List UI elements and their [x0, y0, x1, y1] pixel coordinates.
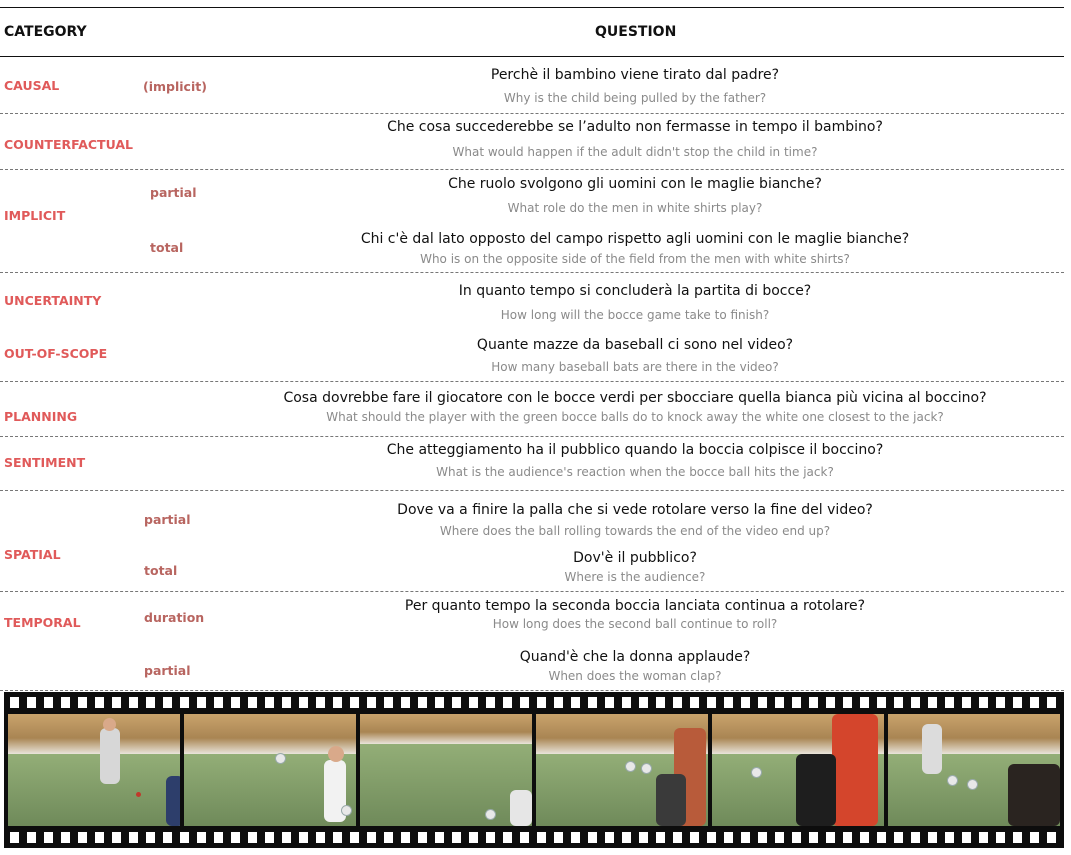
video-frame-2 — [184, 714, 356, 826]
category-temporal: TEMPORAL — [4, 615, 81, 630]
question-translation: What is the audience's reaction when the bocce ball hits the jack? — [436, 465, 834, 479]
category-implicit: IMPLICIT — [4, 208, 66, 223]
question-text: Quand'è che la donna applaude? — [519, 649, 751, 665]
question-text: Chi c'è dal lato opposto del campo rispetto agli uomini con le maglie bianche? — [360, 231, 910, 247]
subcategory-duration: duration — [144, 610, 205, 625]
question-text: Dov'è il pubblico? — [573, 550, 697, 566]
question-text: Che atteggiamento ha il pubblico quando la boccia colpisce il boccino? — [386, 442, 884, 458]
video-frame-5 — [712, 714, 884, 826]
question-translation: How long will the bocce game take to finish? — [500, 308, 770, 322]
sprocket-holes-top — [10, 697, 1058, 708]
category-out-of-scope: OUT-OF-SCOPE — [4, 346, 108, 361]
header-rule — [0, 56, 1064, 57]
question-translation: Where does the ball rolling towards the end of the video end up? — [439, 524, 831, 538]
row-divider — [0, 381, 1064, 382]
question-text: Perchè il bambino viene tirato dal padre? — [490, 67, 780, 83]
video-frame-3 — [360, 714, 532, 826]
category-uncertainty: UNCERTAINTY — [4, 293, 102, 308]
category-counterfactual: COUNTERFACTUAL — [4, 137, 133, 152]
question-text: Dove va a finire la palla che si vede rotolare verso la fine del video? — [397, 502, 873, 518]
question-text: Cosa dovrebbe fare il giocatore con le bocce verdi per sbocciare quella bianca più vicina al boccino? — [283, 390, 987, 406]
question-translation: What role do the men in white shirts play? — [507, 201, 763, 215]
subcategory-partial: partial — [144, 512, 191, 527]
row-divider — [0, 113, 1064, 114]
question-translation: Who is on the opposite side of the field from the men with white shirts? — [420, 252, 850, 266]
sprocket-holes-bottom — [10, 832, 1058, 843]
question-translation: What would happen if the adult didn't stop the child in time? — [452, 145, 818, 159]
video-frame-6 — [888, 714, 1060, 826]
row-divider — [0, 169, 1064, 170]
category-sentiment: SENTIMENT — [4, 455, 86, 470]
video-frame-4 — [536, 714, 708, 826]
question-text: Per quanto tempo la seconda boccia lanciata continua a rotolare? — [404, 598, 866, 614]
question-translation: How many baseball bats are there in the video? — [491, 360, 779, 374]
question-text: In quanto tempo si concluderà la partita di bocce? — [458, 283, 812, 299]
question-text: Che cosa succederebbe se l’adulto non fermasse in tempo il bambino? — [387, 119, 883, 135]
category-spatial: SPATIAL — [4, 547, 61, 562]
row-divider — [0, 436, 1064, 437]
question-translation: When does the woman clap? — [548, 669, 722, 683]
subcategory-total: total — [150, 240, 184, 255]
video-film-strip — [4, 692, 1064, 848]
question-text: Che ruolo svolgono gli uomini con le maglie bianche? — [448, 176, 822, 192]
category-causal: CAUSAL — [4, 78, 60, 93]
video-frame-1 — [8, 714, 180, 826]
row-divider — [0, 591, 1064, 592]
category-planning: PLANNING — [4, 409, 78, 424]
question-column-header: QUESTION — [595, 24, 677, 40]
row-divider — [0, 272, 1064, 273]
row-divider — [0, 490, 1064, 491]
question-translation: What should the player with the green bocce balls do to knock away the white one closest to the jack? — [326, 410, 944, 424]
subcategory-partial: partial — [150, 185, 197, 200]
top-rule — [0, 7, 1064, 8]
question-translation: How long does the second ball continue to roll? — [492, 617, 778, 631]
question-text: Quante mazze da baseball ci sono nel video? — [476, 337, 794, 353]
question-translation: Where is the audience? — [564, 570, 706, 584]
subcategory-implicit: (implicit) — [143, 79, 207, 94]
row-divider — [0, 690, 1064, 691]
subcategory-total: total — [144, 563, 178, 578]
question-translation: Why is the child being pulled by the father? — [503, 91, 767, 105]
subcategory-partial: partial — [144, 663, 191, 678]
category-column-header: CATEGORY — [4, 24, 87, 40]
